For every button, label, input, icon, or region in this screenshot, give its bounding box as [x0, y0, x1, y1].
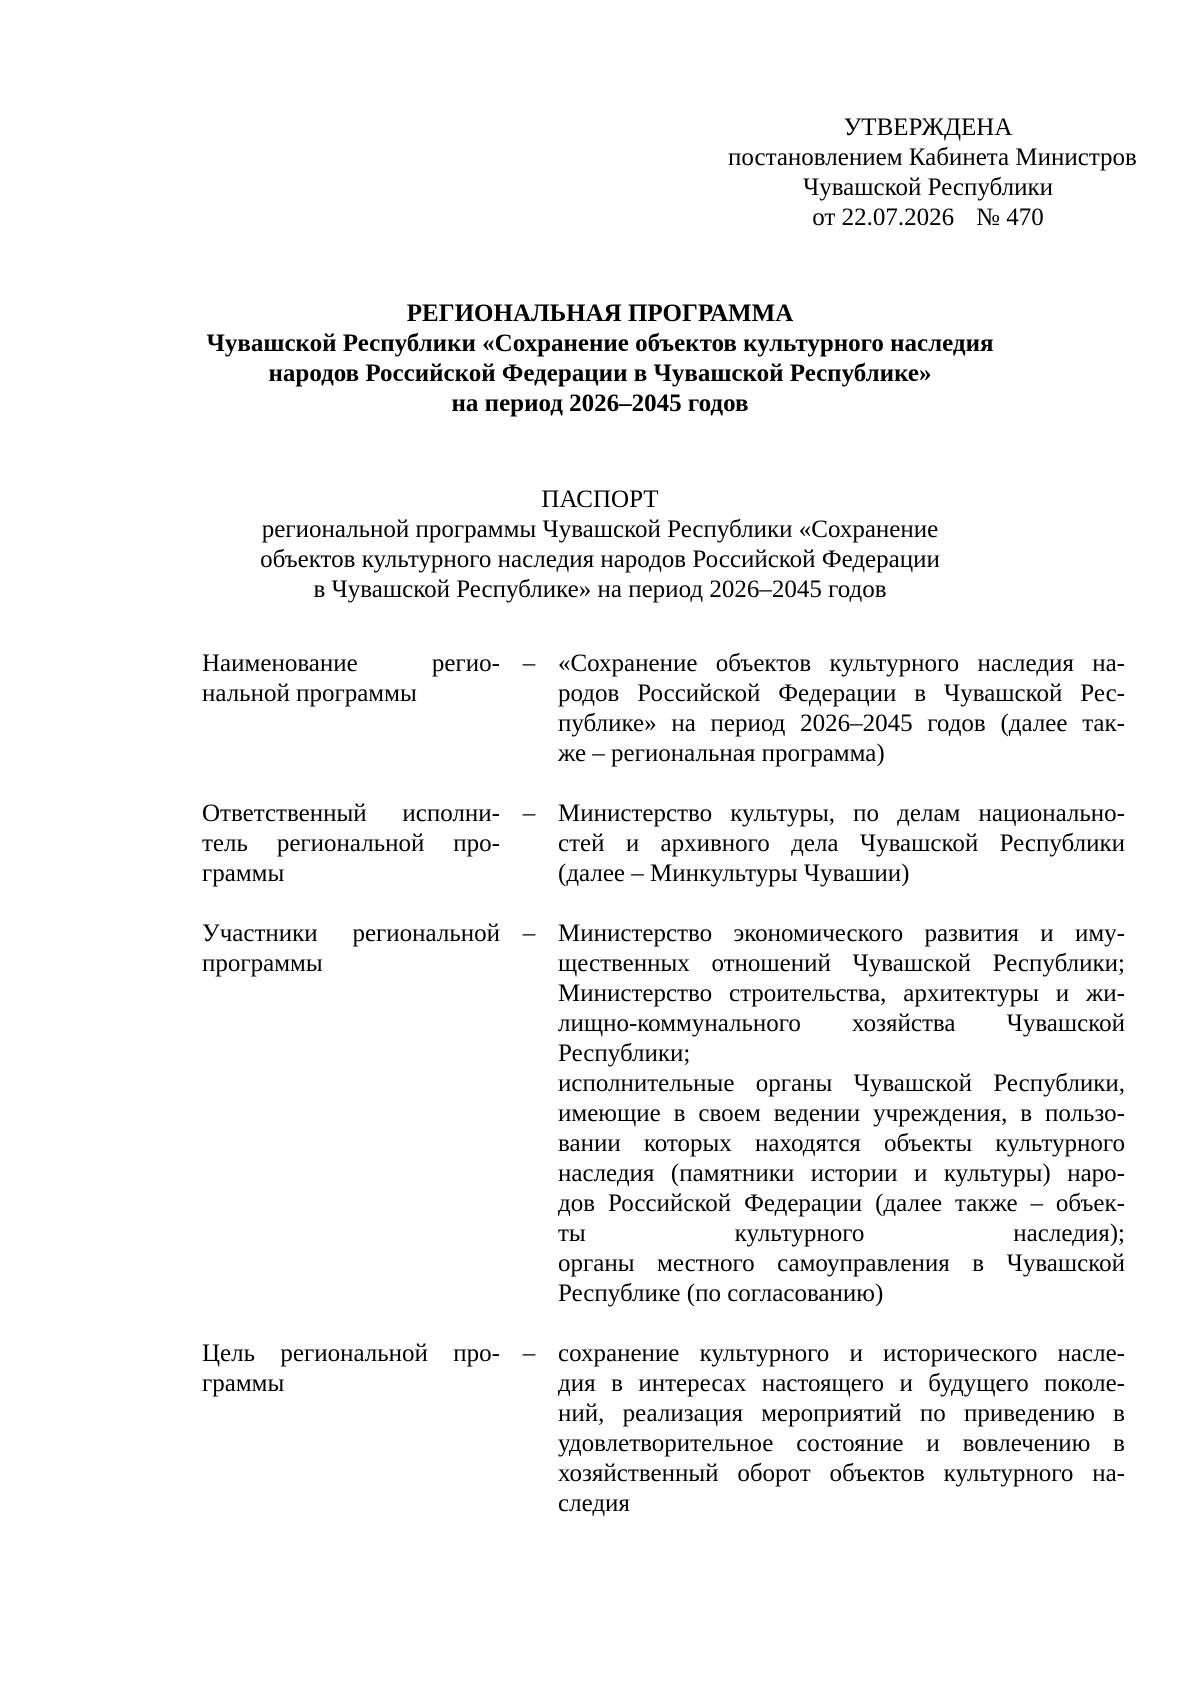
passport-title: ПАСПОРТ	[541, 486, 659, 513]
value-line: наследия (памятники истории и культуры) наро-	[558, 1160, 1125, 1187]
approval-block	[728, 113, 1137, 233]
value-line: стей и архивного дела Чувашской Республики	[558, 830, 1125, 857]
value-line: органы местного самоуправления в Чувашской	[558, 1250, 1125, 1277]
passport-subtitle-line: в Чувашской Республике» на период 2026–2045 годов	[313, 576, 887, 603]
program-title-line: РЕГИОНАЛЬНАЯ ПРОГРАММА	[406, 300, 794, 327]
value-line: исполнительные органы Чувашской Республики,	[558, 1070, 1125, 1097]
label-line: Ответственный исполни-	[202, 800, 500, 827]
passport-heading	[100, 485, 1100, 605]
value-line: (далее – Минкультуры Чувашии)	[558, 860, 910, 887]
label-line: нальной программы	[202, 680, 417, 707]
value-line: вании которых находятся объекты культурного	[558, 1130, 1125, 1157]
program-title-line: Чувашской Республики «Сохранение объектов культурного наследия	[206, 330, 994, 357]
value-line: публике» на период 2026–2045 годов (далее так-	[558, 710, 1125, 737]
value-line: «Сохранение объектов культурного наследия на-	[558, 650, 1125, 677]
approval-status: УТВЕРЖДЕНА	[843, 114, 1013, 141]
value-line: лищно-коммунального хозяйства Чувашской	[558, 1010, 1125, 1037]
passport-row-dash: –	[522, 920, 536, 947]
value-line: Министерство культуры, по делам национально-	[558, 800, 1125, 827]
value-line: Министерство строительства, архитектуры и жи-	[558, 980, 1125, 1007]
value-line: ний, реализация мероприятий по приведению в	[558, 1400, 1125, 1427]
passport-row-dash: –	[522, 800, 536, 827]
value-line: Республике (по согласованию)	[558, 1280, 884, 1307]
label-line: Участники региональной	[202, 920, 500, 947]
approval-number: № 470	[976, 204, 1044, 231]
passport-row	[202, 649, 1125, 769]
value-line: удовлетворительное состояние и вовлечению в	[558, 1430, 1125, 1457]
value-line: Республики;	[558, 1040, 691, 1067]
passport-row-label	[202, 1339, 500, 1519]
approval-date: от 22.07.2026	[812, 204, 955, 231]
value-line: дия в интересах настоящего и будущего поколе-	[558, 1370, 1125, 1397]
value-line: Министерство экономического развития и иму-	[558, 920, 1125, 947]
label-line: тель региональной про-	[202, 830, 500, 857]
label-line: программы	[202, 950, 323, 977]
label-line: граммы	[202, 1370, 285, 1397]
passport-subtitle-line: региональной программы Чувашской Республики «Сохранение	[261, 516, 939, 543]
value-line: же – региональная программа)	[558, 740, 885, 767]
label-line: Цель региональной про-	[202, 1340, 500, 1367]
label-line: Наименование регио-	[202, 650, 500, 677]
value-line: щественных отношений Чувашской Республики;	[558, 950, 1125, 977]
program-title-line: на период 2026–2045 годов	[451, 390, 749, 417]
value-line: ты культурного наследия);	[558, 1220, 1125, 1247]
passport-row-value	[558, 919, 1125, 1309]
value-line: следия	[558, 1490, 630, 1517]
value-line: сохранение культурного и исторического насле-	[558, 1340, 1125, 1367]
passport-row-label	[202, 919, 500, 1309]
program-title	[100, 299, 1100, 419]
passport-row-label	[202, 649, 500, 769]
passport-row-value	[558, 649, 1125, 769]
passport-row	[202, 799, 1125, 889]
value-line: хозяйственный оборот объектов культурного на-	[558, 1460, 1125, 1487]
approval-date-number	[728, 203, 1128, 233]
passport-table	[202, 649, 1125, 1519]
passport-row	[202, 1339, 1125, 1519]
label-line: граммы	[202, 860, 285, 887]
passport-row	[202, 919, 1125, 1309]
approval-issuer: постановлением Кабинета Министров	[728, 144, 1137, 171]
program-title-line: народов Российской Федерации в Чувашской Республике»	[268, 360, 932, 387]
value-line: имеющие в своем ведении учреждения, в пользо-	[558, 1100, 1125, 1127]
passport-row-value	[558, 1339, 1125, 1519]
passport-row-value	[558, 799, 1125, 889]
approval-issuer-region: Чувашской Республики	[802, 174, 1054, 201]
passport-row-dash: –	[522, 1340, 536, 1367]
passport-subtitle-line: объектов культурного наследия народов Российской Федерации	[260, 546, 940, 573]
passport-row-label	[202, 799, 500, 889]
value-line: родов Российской Федерации в Чувашской Рес-	[558, 680, 1125, 707]
value-line: дов Российской Федерации (далее также – объек-	[558, 1190, 1125, 1217]
passport-row-dash: –	[522, 650, 536, 677]
